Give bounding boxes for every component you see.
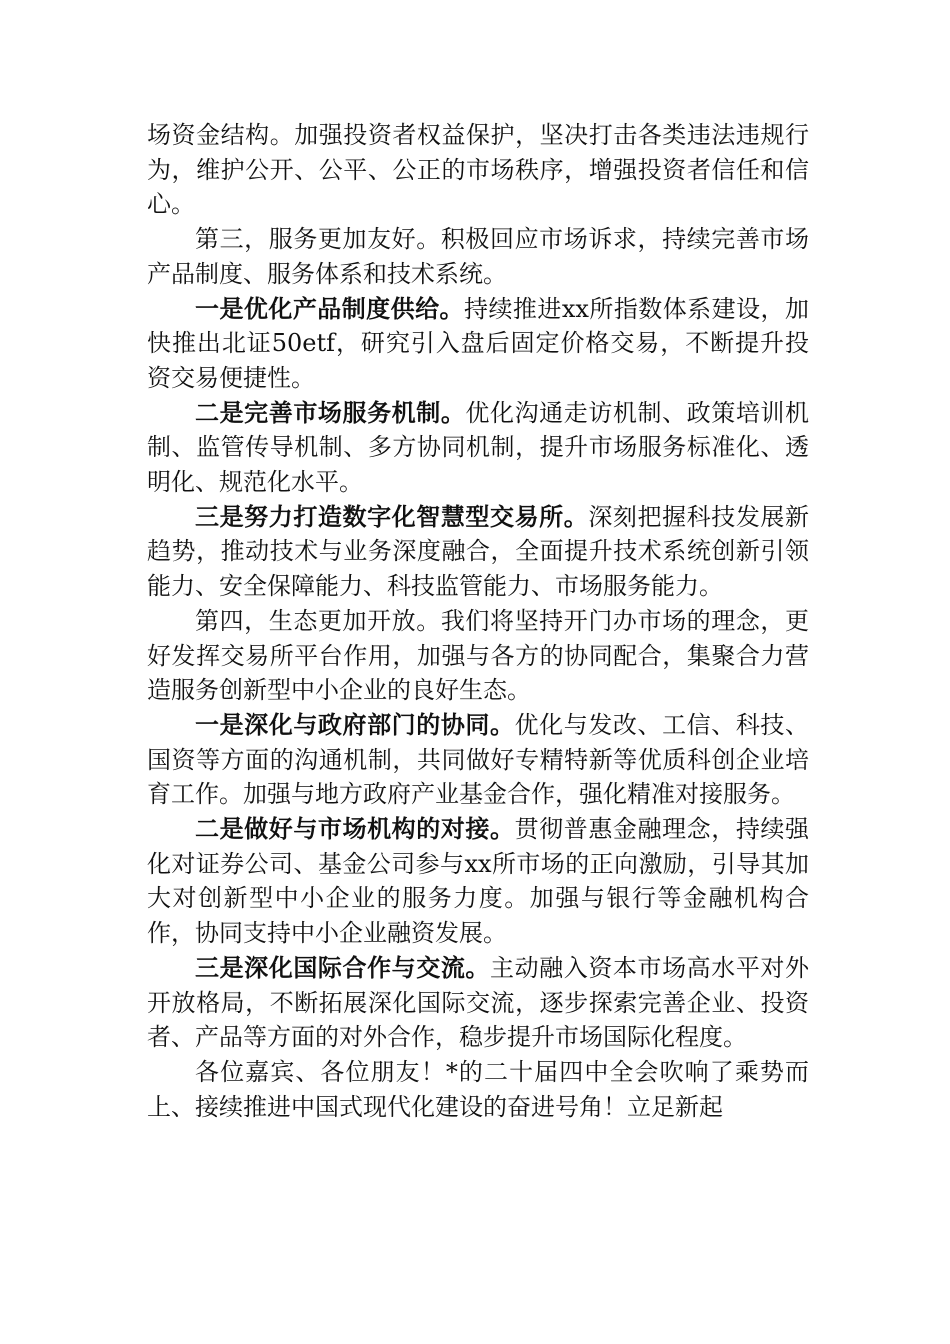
paragraph-5-text: 深刻把握科技发展新趋势，推动技术与业务深度融合，全面提升技术系统创新引领能力、安全保障能力、科技监管能力、市场服务能力。 xyxy=(147,502,810,601)
paragraph-9-lead: 三是深化国际合作与交流。 xyxy=(195,952,490,982)
paragraph-9-text: 主动融入资本市场高水平对外开放格局，不断拓展深化国际交流，逐步探索完善企业、投资者、产品等方面的对外合作，稳步提升市场国际化程度。 xyxy=(147,953,809,1052)
paragraph-10 xyxy=(147,1055,809,1124)
paragraph-1 xyxy=(147,118,809,222)
paragraph-8-text: 贯彻普惠金融理念，持续强化对证券公司、基金公司参与xx所市场的正向激励，引导其加大对创新型中小企业的服务力度。加强与银行等金融机构合作，协同支持中小企业融资发展。 xyxy=(147,815,810,948)
paragraph-4 xyxy=(147,396,809,500)
paragraph-8 xyxy=(147,812,809,951)
paragraph-3-text: 持续推进xx所指数体系建设，加快推出北证50etf，研究引入盘后固定价格交易，不断提升投资交易便捷性。 xyxy=(147,294,810,392)
paragraph-1-text: 场资金结构。加强投资者权益保护，坚决打击各类违法违规行为，维护公开、公平、公正的市场秩序，增强投资者信任和信心。 xyxy=(147,121,809,219)
paragraph-6-text: 第四，生态更加开放。我们将坚持开门办市场的理念，更好发挥交易所平台作用，加强与各方的协同配合，集聚合力营造服务创新型中小企业的良好生态。 xyxy=(147,606,809,705)
paragraph-5 xyxy=(147,500,809,604)
paragraph-10-text: 各位嘉宾、各位朋友！*的二十届四中全会吹响了乘势而上、接续推进中国式现代化建设的奋进号角！立足新起 xyxy=(147,1057,809,1121)
paragraph-3-lead: 一是优化产品制度供给。 xyxy=(195,293,465,323)
paragraph-7-lead: 一是深化与政府部门的协同。 xyxy=(195,709,515,739)
paragraph-8-lead: 二是做好与市场机构的对接。 xyxy=(195,814,515,844)
paragraph-9 xyxy=(147,951,809,1055)
document-page xyxy=(147,118,809,1124)
paragraph-6 xyxy=(147,604,809,708)
paragraph-4-lead: 二是完善市场服务机制。 xyxy=(195,397,466,427)
paragraph-4-text: 优化沟通走访机制、政策培训机制、监管传导机制、多方协同机制，提升市场服务标准化、透明化、规范化水平。 xyxy=(147,398,810,497)
paragraph-2-text: 第三，服务更加友好。积极回应市场诉求，持续完善市场产品制度、服务体系和技术系统。 xyxy=(147,225,809,288)
paragraph-5-lead: 三是努力打造数字化智慧型交易所。 xyxy=(195,501,589,531)
paragraph-3 xyxy=(147,292,809,396)
paragraph-7-text: 优化与发改、工信、科技、国资等方面的沟通机制，共同做好专精特新等优质科创企业培育工作。加强与地方政府产业基金合作，强化精准对接服务。 xyxy=(147,710,810,809)
paragraph-7 xyxy=(147,708,809,812)
paragraph-2 xyxy=(147,222,809,291)
